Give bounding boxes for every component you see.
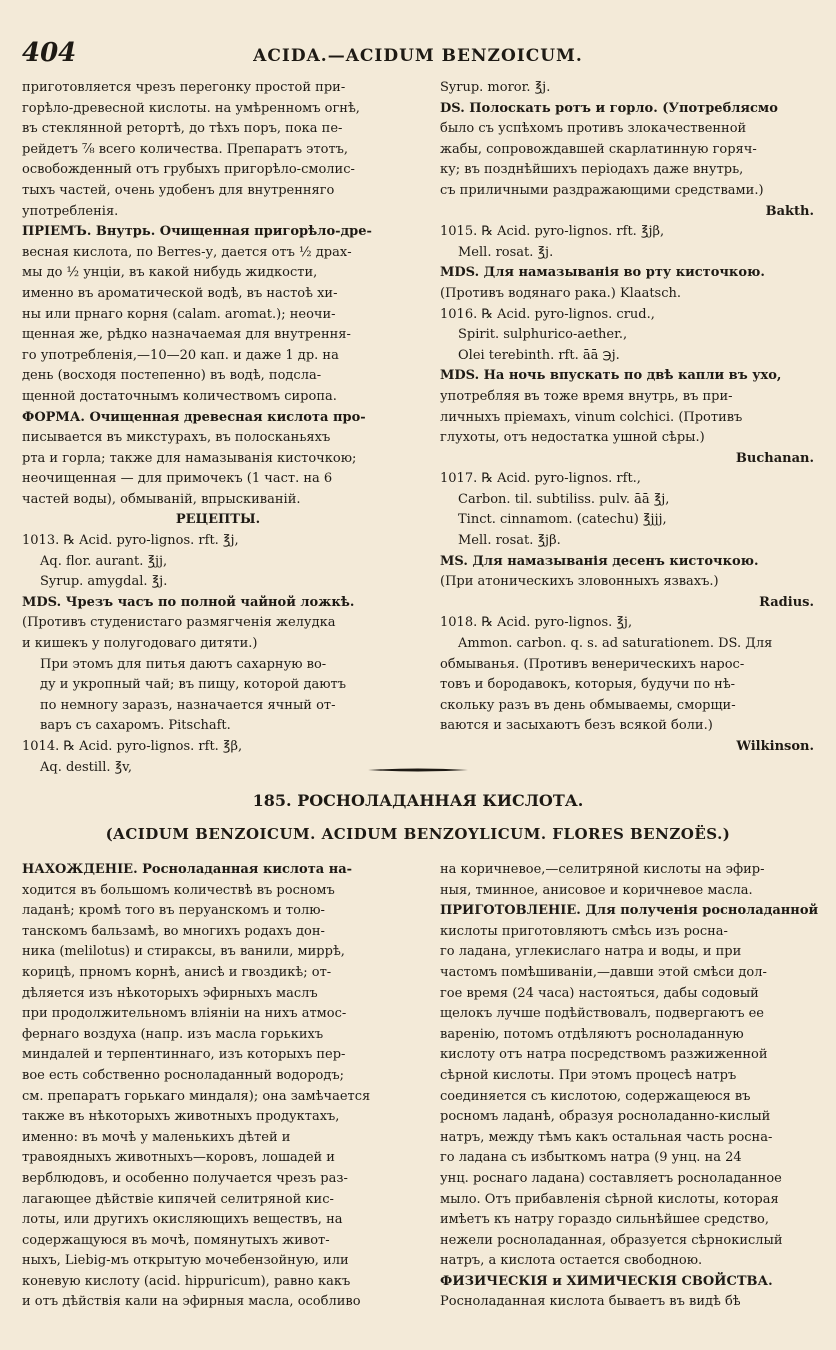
- text-line: ПРІЕМЪ. Внутрь. Очищенная пригорѣло-дре-: [22, 224, 372, 240]
- text-line: Aq. destill. ℥v,: [40, 759, 133, 775]
- text-line: частей воды), обмываній, впрыскиваній.: [22, 491, 301, 507]
- text-line: Bakth.: [765, 203, 814, 219]
- text-line: Buchanan.: [735, 450, 814, 466]
- text-line: РЕЦЕПТЫ.: [175, 512, 261, 528]
- text-line: при продолжительномъ вліяніи на нихъ атмос-: [22, 1006, 347, 1022]
- top-right-column: [440, 78, 814, 754]
- text-line: ныхъ, Liebig-мъ открытую мочебензойную, или: [22, 1253, 349, 1269]
- text-line: (Противъ водянаго рака.) Klaatsch.: [440, 285, 682, 301]
- text-line: рта и горла; также для намазыванія кисточкою;: [22, 450, 357, 466]
- text-line: Wilkinson.: [736, 739, 814, 754]
- text-line: скольку разъ въ день обмываемы, сморщи-: [440, 697, 736, 713]
- text-line: и кишекъ у полугодоваго дитяти.): [22, 636, 258, 652]
- text-line: нежели росноладанная, образуется сѣрнокислый: [440, 1232, 783, 1248]
- text-line: частомъ помѣшиваніи,—давши этой смѣси дол-: [440, 964, 767, 980]
- text-line: 1018. ℞ Acid. pyro-lignos. ℥j,: [440, 615, 633, 631]
- text-line: го ладана съ избыткомъ натра (9 унц. на 24: [440, 1150, 742, 1166]
- text-line: 1015. ℞ Acid. pyro-lignos. rft. ℥jβ,: [440, 224, 665, 240]
- text-line: кислоты приготовляютъ смѣсь изъ росна-: [440, 923, 728, 939]
- text-line: При этомъ для питья даютъ сахарную во-: [40, 656, 327, 672]
- text-line: ладанѣ; кромѣ того въ перуанскомъ и толю-: [22, 903, 325, 919]
- text-line: ку; въ позднѣйшихъ періодахъ даже внутрь,: [440, 162, 744, 178]
- page-number: 404: [22, 38, 77, 68]
- text-line: горѣло-древесной кислоты. на умѣренномъ огнѣ,: [22, 100, 360, 116]
- text-line: щелокъ лучше подѣйствовалъ, подвергаютъ ее: [440, 1006, 764, 1022]
- text-line: 1017. ℞ Acid. pyro-lignos. rft.,: [440, 471, 641, 487]
- top-left-column: [22, 78, 414, 775]
- text-line: щенная же, рѣдко назначаемая для внутрення-: [22, 327, 351, 343]
- text-line: вое есть собственно росноладанный водородъ;: [22, 1067, 344, 1083]
- text-line: коневую кислоту (acid. hippuricum), равно какъ: [22, 1273, 351, 1289]
- text-line: соединяется съ кислотою, содержащеюся въ: [440, 1088, 751, 1104]
- text-line: обмыванья. (Противъ венерическихъ нарос-: [440, 656, 745, 672]
- text-line: лоты, или другихъ окисляющихъ веществъ, на: [22, 1212, 343, 1228]
- text-line: Ammon. carbon. q. s. ad saturationem. DS. Для: [458, 636, 773, 652]
- text-line: Olei terebinth. rft. āā ℈j.: [458, 347, 620, 363]
- text-line: танскомъ бальзамѣ, во многихъ родахъ дон-: [22, 923, 325, 939]
- text-line: сѣрной кислоты. При этомъ процесѣ натръ: [440, 1067, 737, 1083]
- text-line: тыхъ частей, очень удобенъ для внутренняго: [22, 182, 335, 198]
- text-line: ду и укропный чай; въ пищу, которой даютъ: [40, 677, 347, 693]
- text-line: 1016. ℞ Acid. pyro-lignos. crud.,: [440, 306, 655, 322]
- text-line: ныя, тминное, анисовое и коричневое масла.: [440, 882, 753, 898]
- text-line: Aq. flor. aurant. ℥jj,: [40, 553, 168, 569]
- text-line: освобожденный отъ грубыхъ пригорѣло-смолис-: [22, 162, 355, 178]
- text-line: унц. роснаго ладана) составляетъ росноладанное: [440, 1170, 782, 1186]
- text-line: именно въ ароматической водѣ, въ настоѣ хи-: [22, 285, 338, 301]
- section-divider-ornament: [368, 768, 468, 772]
- text-line: верблюдовъ, и особенно получается чрезъ раз-: [22, 1170, 348, 1186]
- text-line: ны или прнаго корня (calam. aromat.); неочи-: [22, 306, 336, 322]
- text-line: фернаго воздуха (напр. изъ масла горькихъ: [22, 1026, 324, 1042]
- text-line: приготовляется чрезъ перегонку простой при-: [22, 80, 346, 95]
- text-line: росномъ ладанѣ, образуя росноладанно-кислый: [440, 1109, 771, 1125]
- text-line: также въ нѣкоторыхъ животныхъ продуктахъ,: [22, 1109, 340, 1125]
- bottom-right-column: [440, 860, 819, 1340]
- text-line: MS. Для намазыванія десенъ кисточкою.: [440, 553, 759, 569]
- text-line: и отъ дѣйствія кали на эфирныя масла, особливо: [22, 1294, 361, 1310]
- text-line: травоядныхъ животныхъ—коровъ, лошадей и: [22, 1150, 335, 1166]
- text-line: именно: въ мочѣ у маленькихъ дѣтей и: [22, 1129, 291, 1145]
- text-line: ваются и засыхаютъ безъ всякой боли.): [440, 718, 713, 734]
- text-line: Spirit. sulphurico-aether.,: [458, 327, 628, 343]
- text-line: неочищенная — для примочекъ (1 част. на 6: [22, 471, 333, 487]
- text-line: миндалей и терпентиннаго, изъ которыхъ пер-: [22, 1047, 346, 1063]
- text-line: го употребленія,—10—20 кап. и даже 1 др. на: [22, 347, 339, 363]
- text-line: Syrup. moror. ℥j.: [440, 80, 551, 95]
- text-line: кислоту отъ натра посредствомъ разжиженной: [440, 1047, 768, 1063]
- text-line: Tinct. cinnamom. (catechu) ℥jjj,: [458, 512, 667, 528]
- text-line: мы до ½ унціи, въ какой нибудь жидкости,: [22, 265, 318, 281]
- text-line: рейдетъ ⅞ всего количества. Препаратъ этотъ,: [22, 141, 349, 157]
- text-line: (При атоническихъ зловонныхъ язвахъ.): [440, 574, 719, 590]
- text-line: день (восходя постепенно) въ водѣ, подсла-: [22, 368, 322, 384]
- text-line: гое время (24 часа) настояться, дабы содовый: [440, 985, 759, 1001]
- text-line: содержащуюся въ мочѣ, помянутыхъ живот-: [22, 1232, 330, 1248]
- text-line: ФИЗИЧЕСКІЯ и ХИМИЧЕСКІЯ СВОЙСТВА.: [440, 1273, 773, 1289]
- text-line: имѣетъ къ натру гораздо сильнѣйшее средство,: [440, 1212, 770, 1228]
- text-line: щенной достаточнымъ количествомъ сиропа.: [22, 388, 337, 404]
- text-line: Росноладанная кислота бываетъ въ видѣ бѣ: [440, 1294, 741, 1310]
- text-line: личныхъ пріемахъ, vinum colchici. (Противъ: [440, 409, 743, 425]
- text-line: 1013. ℞ Acid. pyro-lignos. rft. ℥j,: [22, 533, 239, 549]
- text-line: ФОРМА. Очищенная древесная кислота про-: [22, 409, 366, 425]
- text-line: Mell. rosat. ℥j.: [458, 244, 554, 260]
- text-line: товъ и бородавокъ, которыя, будучи по нѣ-: [440, 677, 736, 693]
- text-line: весная кислота, по Berres-у, дается отъ ½ драх-: [22, 244, 352, 260]
- text-line: натръ, между тѣмъ какъ остальная часть росна-: [440, 1129, 773, 1145]
- text-line: ника (melilotus) и стираксы, въ ванили, миррѣ,: [22, 944, 345, 960]
- section-subtitle: (ACIDUM BENZOICUM. ACIDUM BENZOYLICUM. FLORES BENZOËS.): [105, 825, 731, 843]
- text-line: на коричневое,—селитряной кислоты на эфир-: [440, 862, 765, 877]
- text-line: 1014. ℞ Acid. pyro-lignos. rft. ℥β,: [22, 739, 243, 754]
- text-line: НАХОЖДЕНІЕ. Росноладанная кислота на-: [22, 862, 353, 877]
- text-line: Radius.: [759, 594, 814, 610]
- text-line: Mell. rosat. ℥jβ.: [458, 533, 561, 549]
- text-line: употребленія.: [22, 203, 119, 219]
- text-line: по немногу заразъ, назначается ячный от-: [40, 697, 336, 713]
- text-line: писывается въ микстурахъ, въ полосканьяхъ: [22, 430, 331, 446]
- text-line: натръ, а кислота остается свободною.: [440, 1253, 703, 1269]
- page-header-title: ACIDA.—ACIDUM BENZOICUM.: [253, 46, 583, 66]
- text-line: употребляя въ тоже время внутрь, въ при-: [440, 388, 733, 404]
- text-line: жабы, сопровождавшей скарлатинную горяч-: [440, 141, 757, 157]
- text-line: DS. Полоскать ротъ и горло. (Употреблясмо: [440, 100, 778, 116]
- text-line: въ стеклянной ретортѣ, до тѣхъ поръ, пока пе-: [22, 121, 343, 137]
- text-line: мыло. Отъ прибавленія сѣрной кислоты, которая: [440, 1191, 779, 1207]
- text-line: глухоты, отъ недостатка ушной сѣры.): [440, 430, 705, 446]
- text-line: было съ успѣхомъ противъ злокачественной: [440, 121, 747, 137]
- text-line: MDS. Для намазыванія во рту кисточкою.: [440, 265, 765, 281]
- text-line: MDS. На ночь впускать по двѣ капли въ ухо,: [440, 368, 782, 384]
- text-line: ПРИГОТОВЛЕНІЕ. Для полученія росноладанной: [440, 903, 819, 919]
- text-line: MDS. Чрезъ часъ по полной чайной ложкѣ.: [22, 594, 355, 610]
- text-line: см. препаратъ горькаго миндаля); она замѣчается: [22, 1088, 371, 1104]
- text-line: го ладана, углекислаго натра и воды, и при: [440, 944, 742, 960]
- text-line: съ приличными раздражающими средствами.): [440, 182, 764, 198]
- text-line: Carbon. til. subtiliss. pulv. āā ℥j,: [458, 491, 670, 507]
- text-line: варенію, потомъ отдѣляютъ росноладанную: [440, 1026, 744, 1042]
- text-line: Syrup. amygdal. ℥j.: [40, 574, 168, 590]
- text-line: лагающее дѣйствіе кипячей селитряной кис-: [22, 1191, 334, 1207]
- text-line: дѣляется изъ нѣкоторыхъ эфирныхъ маслъ: [22, 985, 318, 1001]
- section-title: 185. РОСНОЛАДАННАЯ КИСЛОТА.: [252, 791, 584, 810]
- text-line: ходится въ большомъ количествѣ въ росномъ: [22, 882, 335, 898]
- bottom-left-column: [22, 860, 414, 1340]
- text-line: варъ съ сахаромъ. Pitschaft.: [40, 718, 231, 734]
- running-head: [22, 38, 814, 74]
- text-line: (Противъ студенистаго размягченія желудка: [22, 615, 336, 631]
- text-line: корицѣ, прномъ корнѣ, анисѣ и гвоздикѣ; от-: [22, 964, 332, 980]
